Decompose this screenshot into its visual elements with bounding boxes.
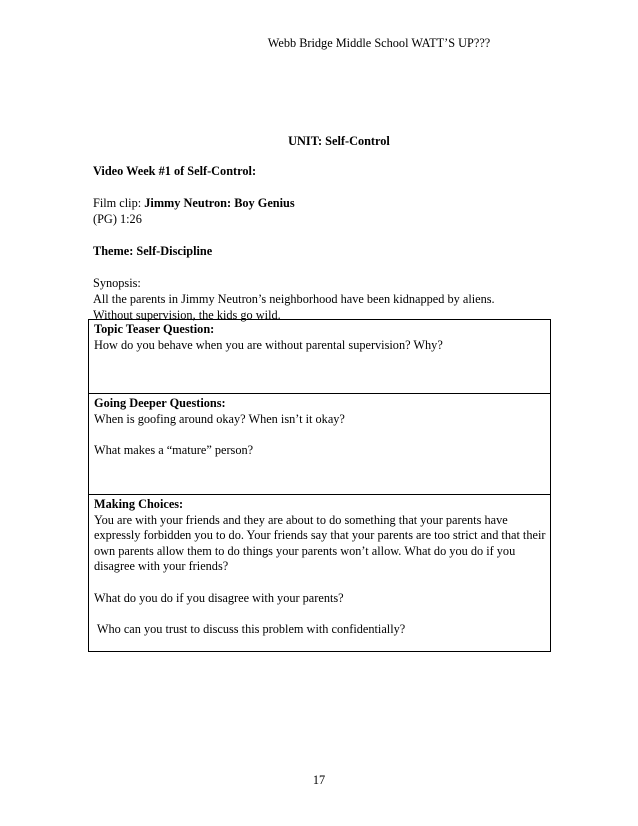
- film-clip-line: [93, 195, 553, 211]
- page-header: Webb Bridge Middle School WATT’S UP???: [267, 36, 491, 50]
- unit-title: UNIT: Self-Control: [288, 134, 390, 148]
- synopsis-label: Synopsis:: [93, 276, 141, 290]
- going-deeper-question-2: What makes a “mature” person?: [94, 443, 254, 457]
- theme-label: Theme: Self-Discipline: [93, 244, 213, 258]
- questions-table: [88, 319, 551, 652]
- film-clip-prefix: Film clip:: [93, 196, 145, 210]
- going-deeper-cell: [89, 394, 551, 495]
- film-title: Jimmy Neutron: Boy Genius: [144, 196, 295, 210]
- video-week-label: Video Week #1 of Self-Control:: [93, 164, 257, 178]
- topic-teaser-cell: [89, 320, 551, 394]
- making-choices-question-2: What do you do if you disagree with your parents?: [94, 590, 344, 605]
- going-deeper-heading: Going Deeper Questions:: [94, 396, 226, 410]
- making-choices-scenario: You are with your friends and they are about to do something that your parents have expressly forbidden you to do. Your friends say that your parents are too strict and that their own parents allow them to do things your parents won’t allow. What do you do if you disagree with your friends?: [94, 512, 546, 573]
- going-deeper-question-1: When is goofing around okay? When isn’t it okay?: [94, 411, 345, 426]
- topic-teaser-question: How do you behave when you are without parental supervision? Why?: [94, 337, 443, 352]
- synopsis-line-1: All the parents in Jimmy Neutron’s neighborhood have been kidnapped by aliens.: [93, 292, 495, 306]
- page-number: 17: [312, 773, 326, 787]
- synopsis-line-2: Without supervision, the kids go wild.: [93, 308, 281, 322]
- making-choices-cell: [89, 495, 551, 652]
- topic-teaser-heading: Topic Teaser Question:: [94, 322, 215, 336]
- film-rating: (PG) 1:26: [93, 212, 142, 226]
- making-choices-question-3: Who can you trust to discuss this problem with confidentially?: [94, 622, 406, 636]
- making-choices-heading: Making Choices:: [94, 497, 184, 511]
- lesson-intro: [93, 163, 553, 323]
